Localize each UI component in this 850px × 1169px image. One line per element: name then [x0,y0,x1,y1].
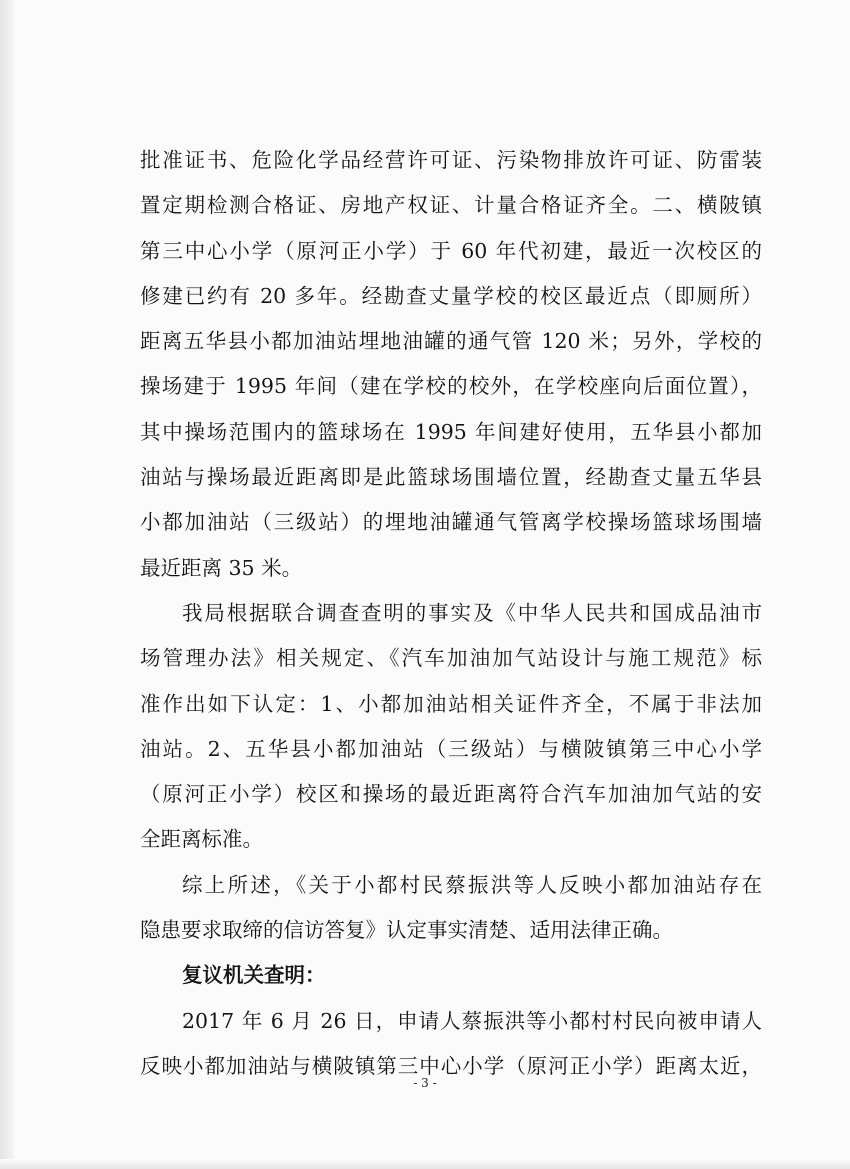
text-line: 场管理办法》相关规定、《汽车加油加气站设计与施工规范》标 [140,646,762,671]
text-line: 油站与操场最近距离即是此篮球场围墙位置，经勘查丈量五华县 [140,465,762,490]
text-line: 准作出如下认定：1、小都加油站相关证件齐全，不属于非法加 [140,691,762,716]
paragraph-first-line: 2017 年 6 月 26 日，申请人蔡振洪等小都村村民向被申请人 [182,1008,762,1033]
text-line: 操场建于 1995 年间（建在学校的校外，在学校座向后面位置）， [140,374,762,399]
text-line: 修建已约有 20 多年。经勘查丈量学校的校区最近点（即厕所） [140,283,762,308]
text-line: 小都加油站（三级站）的埋地油罐通气管离学校操场篮球场围墙 [140,510,762,535]
text-line: 置定期检测合格证、房地产权证、计量合格证齐全。二、横陂镇 [140,193,762,218]
text-line: 油站。2、五华县小都加油站（三级站）与横陂镇第三中心小学 [140,736,762,761]
paragraph-first-line: 综上所述，《关于小都村民蔡振洪等人反映小都加油站存在 [182,872,762,897]
scan-shadow-bottom [0,1159,850,1169]
text-line: （原河正小学）校区和操场的最近距离符合汽车加油加气站的安 [140,782,762,807]
text-line: 距离五华县小都加油站埋地油罐的通气管 120 米；另外，学校的 [140,329,762,354]
text-line: 批准证书、危险化学品经营许可证、污染物排放许可证、防雷装 [140,148,762,172]
text-line: 反映小都加油站与横陂镇第三中心小学（原河正小学）距离太近， [140,1053,762,1078]
document-body [140,138,762,1089]
section-heading: 复议机关查明： [182,963,326,988]
scan-shadow-left [0,0,14,1169]
page-number: - 3 - [413,1076,437,1090]
text-line: 最近距离 35 米。 [140,555,303,580]
text-line: 全距离标准。 [140,827,263,852]
text-line: 其中操场范围内的篮球场在 1995 年间建好使用，五华县小都加 [140,419,762,444]
text-line: 第三中心小学（原河正小学）于 60 年代初建，最近一次校区的 [140,238,762,263]
paragraph-first-line: 我局根据联合调查查明的事实及《中华人民共和国成品油市 [182,600,762,625]
text-line: 隐患要求取缔的信访答复》认定事实清楚、适用法律正确。 [140,918,673,943]
